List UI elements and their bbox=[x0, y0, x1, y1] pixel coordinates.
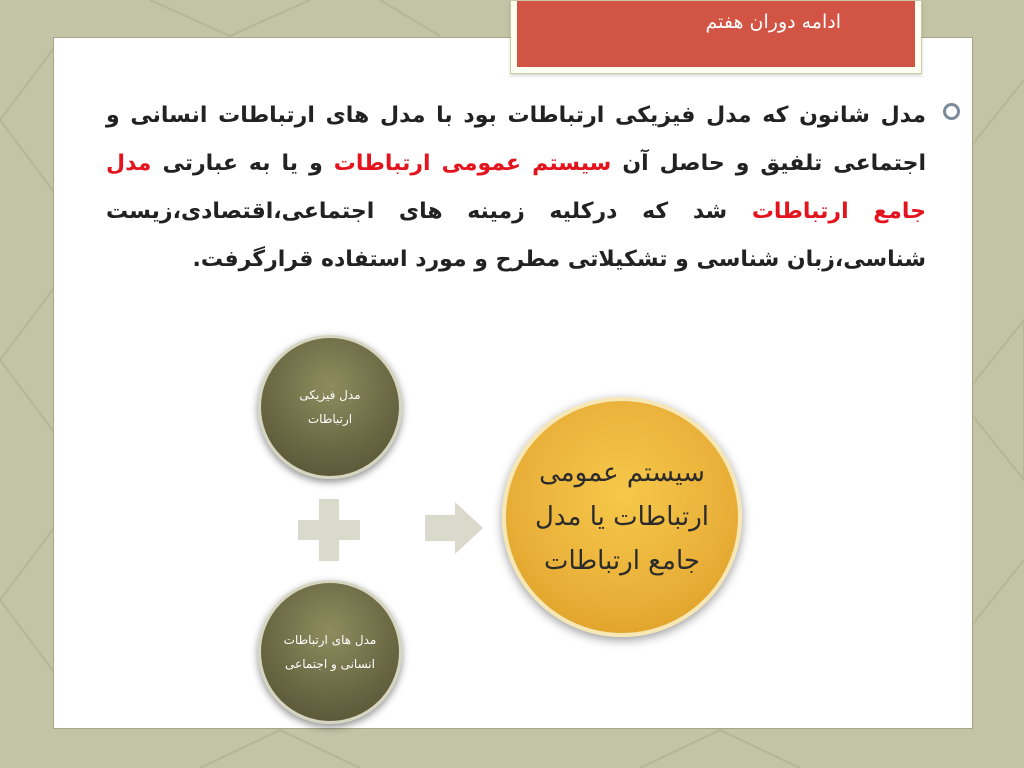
title-box bbox=[517, 1, 915, 67]
physical-model-label: مدل فیزیکی ارتباطات bbox=[299, 388, 361, 426]
arrow-right-icon bbox=[425, 502, 483, 554]
general-system-circle bbox=[502, 397, 742, 637]
text-part: مدل شانون که مدل فیزیکی ارتباطات بود با مدل های ارتباطات انسانی و اجتماعی تلفیق و حاصل آن bbox=[106, 103, 926, 176]
human-social-model-circle bbox=[258, 580, 402, 724]
plus-icon bbox=[298, 499, 360, 561]
highlight-system: سیستم عمومی ارتباطات bbox=[333, 151, 612, 176]
bullet-ring-icon bbox=[943, 103, 960, 120]
text-part: شد که درکلیه زمینه های اجتماعی،اقتصادی،زیست شناسی،زبان شناسی و تشکیلاتی مطرح و مورد استفاده قرارگرفت. bbox=[106, 199, 926, 272]
human-social-model-label: مدل های ارتباطات انسانی و اجتماعی bbox=[283, 633, 377, 671]
highlight-model: مدل جامع ارتباطات bbox=[106, 151, 926, 224]
general-system-label: سیستم عمومی ارتباطات یا مدل جامع ارتباطات bbox=[534, 458, 710, 576]
bullet-text bbox=[106, 92, 926, 284]
bullet-item bbox=[105, 92, 960, 282]
title-frame bbox=[510, 0, 922, 74]
text-part: و یا به عبارتی bbox=[151, 151, 334, 176]
physical-model-circle bbox=[258, 335, 402, 479]
slide-title: ادامه دوران هفتم bbox=[705, 11, 841, 33]
